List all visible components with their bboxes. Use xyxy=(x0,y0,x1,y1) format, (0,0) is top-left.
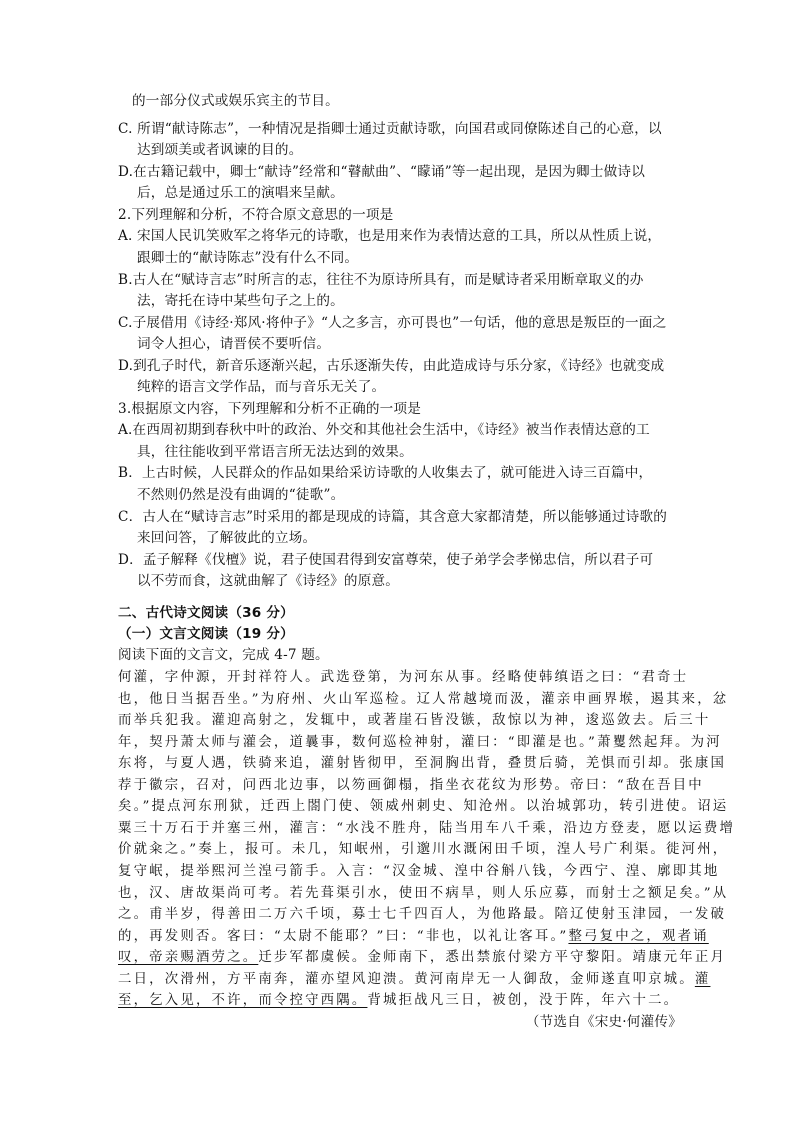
q1-option-c-line2: 达到颂美或者讽谏的目的。 xyxy=(137,142,303,158)
q2-option-d-line2: 纯粹的语言文学作品，而与音乐无关了。 xyxy=(137,379,386,395)
q3-option-c-line1: C．古人在“赋诗言志”时采用的都是现成的诗篇，其含意大家都清楚，所以能够通过诗歌的 xyxy=(118,509,668,525)
underlined-sentence: 灌 xyxy=(694,972,711,987)
question-2: 2.下列理解和分析，不符合原文意思的一项是 xyxy=(118,207,394,223)
passage-line xyxy=(118,948,726,967)
q2-option-c-line1: C.子展借用《诗经·郑风·将仲子》“人之多言，亦可畏也”一句话，他的意思是叛臣的一面之 xyxy=(118,315,667,331)
q1-option-d-line2: 后，总是通过乐工的演唱来呈献。 xyxy=(137,185,344,201)
q3-option-a-line1: A.在西周初期到春秋中叶的政治、外交和其他社会生活中，《诗经》被当作表情达意的工 xyxy=(118,422,650,438)
q3-option-d-line2: 以不劳而食，这就曲解了《诗经》的原意。 xyxy=(137,573,400,589)
passage-line xyxy=(118,970,710,989)
q3-option-a-line2: 具，往往能收到平常语言所无法达到的效果。 xyxy=(137,444,413,460)
passage-text: 背城拒战凡三日，被创，没于阵，年六十二。 xyxy=(367,993,680,1008)
q2-option-d-line1: D.到孔子时代，新音乐逐渐兴起，古乐逐渐失传，由此造成诗与乐分家，《诗经》也就变成 xyxy=(118,358,665,374)
passage-line: 年，契丹萧太师与灌会，道曩事，数何巡检神射，灌曰：“即灌是也。”萧矍然起拜。为河 xyxy=(118,735,722,750)
q2-option-c-line2: 词令人担心，请晋侯不要听信。 xyxy=(137,336,331,352)
underlined-sentence: 至，乞入见，不许，而令控守西隅。 xyxy=(118,993,368,1008)
subsection-heading: （一）文言文阅读（19 分） xyxy=(118,626,294,642)
passage-line: 价就籴之。”奏上，报可。未几，知岷州，引邈川水溉闲田千顷，湟人号广利渠。徙河州， xyxy=(118,842,729,857)
passage-source: （节选自《宋史·何灌传》 xyxy=(525,1014,682,1030)
q3-option-b-line1: B．上古时候，人民群众的作品如果给采访诗歌的人收集去了，就可能进入诗三百篇中， xyxy=(118,465,653,481)
q2-option-a-line1: A. 宋国人民讥笑败军之将华元的诗歌，也是用来作为表情达意的工具，所以从性质上说， xyxy=(118,228,662,244)
q1-continuation: 的一部分仪式或娱乐宾主的节目。 xyxy=(132,93,339,109)
q2-option-b-line1: B.古人在“赋诗言志”时所言的志，往往不为原诗所具有，而是赋诗者采用断章取义的办 xyxy=(118,272,644,288)
passage-text: 迁步军都虞候。金师南下，悉出禁旅付梁方平守黎阳。靖康元年正月 xyxy=(258,950,727,965)
underlined-sentence: 整弓复中之，观者诵 xyxy=(568,929,709,944)
underlined-sentence: 叹，帝亲赐酒劳之。 xyxy=(118,950,259,965)
question-3: 3.根据原文内容，下列理解和分析不正确的一项是 xyxy=(118,401,422,417)
q1-option-c-line1: C. 所谓“献诗陈志”，一种情况是指卿士通过贡献诗歌，向国君或同僚陈述自己的心意，以 xyxy=(118,121,662,137)
q3-option-d-line1: D．孟子解释《伐檀》说，君子使国君得到安富尊荣，使子弟学会孝悌忠信，所以君子可 xyxy=(118,552,654,568)
passage-line: 复守岷，提举熙河兰湟弓箭手。入言：“汉金城、湟中谷斛八钱，今西宁、湟、廓即其地 xyxy=(118,864,720,879)
q2-option-a-line2: 跟卿士的“献诗陈志”没有什么不同。 xyxy=(137,250,359,266)
q3-option-c-line2: 来回问答，了解彼此的立场。 xyxy=(137,530,317,546)
passage-line: 粟三十万石于并塞三州，灌言：“水浅不胜舟，陆当用车八千乘，沿边方登麦，愿以运费增 xyxy=(118,821,736,836)
passage-line xyxy=(118,991,679,1010)
passage-text: 二日，次滑州，方平南奔，灌亦望风迎溃。黄河南岸无一人御敌，金师遂直叩京城。 xyxy=(118,972,695,987)
passage-line: 东将，与夏人遇，铁骑来追，灌射皆彻甲，至洞胸出背，叠贯后骑，羌惧而引却。张康国 xyxy=(118,756,727,771)
passage-line xyxy=(118,927,709,946)
passage-line: 何灌，字仲源，开封祥符人。武选登第，为河东从事。经略使韩缜语之曰：“君奇士 xyxy=(118,670,689,685)
reading-instruction: 阅读下面的文言文，完成 4-7 题。 xyxy=(118,647,329,663)
passage-line: 也，他日当据吾坐。”为府州、火山军巡检。辽人常越境而汲，灌亲申画界堠，遏其来，忿 xyxy=(118,692,729,707)
passage-line: 也，汉、唐故渠尚可考。若先葺渠引水，使田不病旱，则人乐应募，而射士之额足矣。”从 xyxy=(118,886,729,901)
section-heading: 二、古代诗文阅读（36 分） xyxy=(118,605,294,621)
passage-line: 之。甫半岁，得善田二万六千顷，募士七千四百人，为他路最。陪辽使射玉津园，一发破 xyxy=(118,907,727,922)
passage-text: 的，再发则否。客曰：“太尉不能耶？”曰：“非也，以礼让客耳。” xyxy=(118,929,569,944)
passage-line: 而举兵犯我。灌迎高射之，发辄中，或著崖石皆没镞，敌惊以为神，逡巡敛去。后三十 xyxy=(118,713,711,728)
passage-line: 矣。”提点河东刑狱，迁西上閤门使、领威州刺史、知沧州。以治城郭功，转引进使。诏运 xyxy=(118,799,729,814)
passage-line: 荐于徽宗，召对，问西北边事，以笏画御榻，指坐衣花纹为形势。帝曰：“敌在吾目中 xyxy=(118,778,704,793)
q3-option-b-line2: 不然则仍然是没有曲调的“徒歌”。 xyxy=(137,487,345,503)
q2-option-b-line2: 法，寄托在诗中某些句子之上的。 xyxy=(137,293,344,309)
q1-option-d-line1: D.在古籍记载中，卿士“献诗”经常和“瞽献曲”、“矇诵”等一起出现，是因为卿士做诗以 xyxy=(118,164,646,180)
